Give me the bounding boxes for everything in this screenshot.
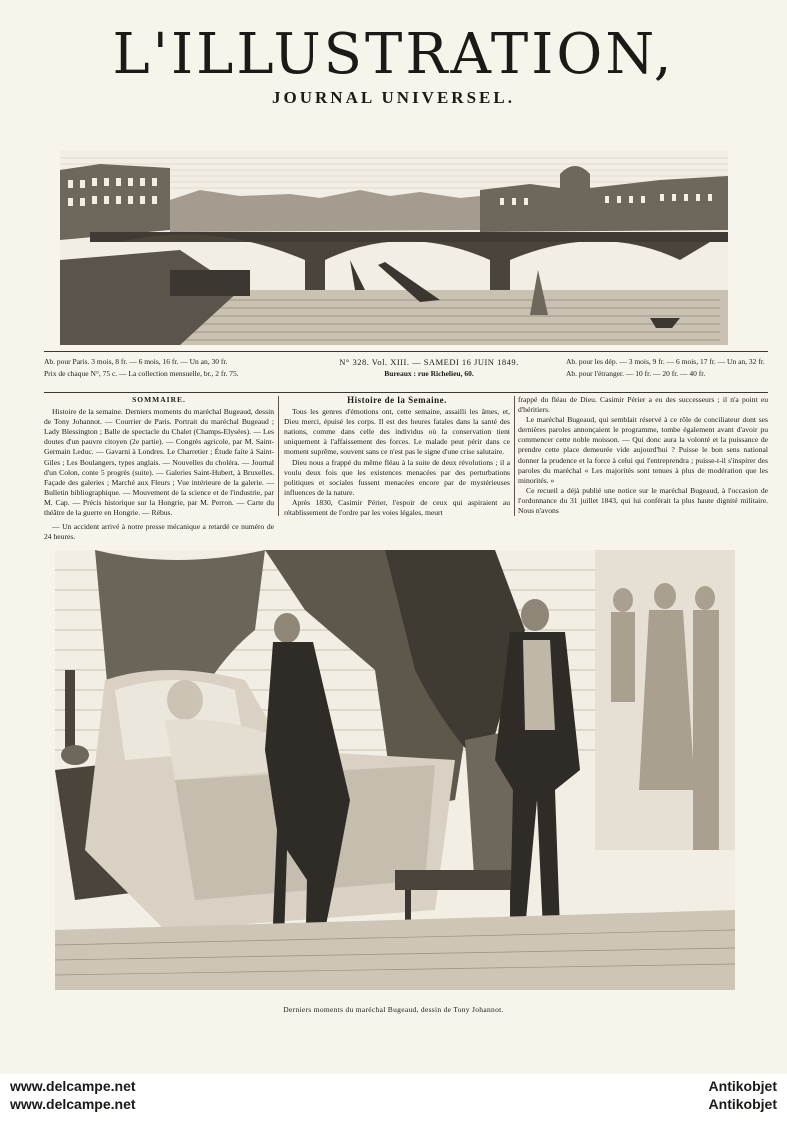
continuation-paragraph-1: frappé du fléau de Dieu. Casimir Périer a eu des successeurs ; il n'a point eu d'héritiers. — [518, 395, 768, 415]
histoire-paragraph-2: Dieu nous a frappé du même fléau à la suite de deux révolutions ; il a voulu deux fois que les existences menacées par des perturbations politiques et sociales fussent menacées encore par de mystérieuses influences de la nature. — [284, 457, 510, 497]
column-divider — [278, 396, 279, 516]
continuation-paragraph-3: Ce recueil a déjà publié une notice sur le maréchal Bugeaud, à l'occasion de l'ordonnance du 31 juillet 1843, qui lui conférait la plus haute dignité militaire. Nous n'avons — [518, 485, 768, 516]
bureau-address: Bureaux : rue Richelieu, 60. — [384, 369, 474, 378]
histoire-column — [284, 395, 510, 518]
departement-subscription-info — [566, 356, 768, 380]
issue-number-block — [314, 356, 544, 380]
deathbed-illustration — [55, 550, 735, 990]
sommaire-heading: SOMMAIRE. — [132, 395, 186, 404]
histoire-paragraph-3: Après 1830, Casimir Périer, l'espoir de ceux qui aspiraient au rétablissement de l'ordre par les voies légales, meurt — [284, 497, 510, 518]
press-accident-note: — Un accident arrivé à notre presse mécanique a retardé ce numéro de 24 heures. — [44, 522, 274, 542]
watermark-footer — [0, 1074, 787, 1130]
delcampe-watermark — [10, 1077, 136, 1113]
departement-rates: Ab. pour les dép. — 3 mois, 9 fr. — 6 mois, 17 fr. — Un an, 32 fr. — [566, 357, 765, 366]
seller-name: Antikobjet — [708, 1096, 777, 1112]
column-divider — [514, 396, 515, 516]
sommaire-text: Histoire de la semaine. Derniers moments du maréchal Bugeaud, dessin de Tony Johannot. — Courrier de Paris. Portrait du maréchal Bugeaud ; Lady Blessington ; Balle de spectacle du Chalet (Champs-Elysées). — Les doutes d'un pauvre citoyen (2e partie). — Congrès agricole, par M. Saint-Germain Leduc. — Gavarni à Londres. Le Charretier ; Étude faite à Saint-Giles ; Les Boulangers, types anglais. — Nouvelles du choléra. — Journal d'un Colon, conte 5 progrès (suite). — Galeries Saint-Hubert, à Bruxelles. Façade des galeries ; Marché aux Fleurs ; Vue intérieure de la galerie. — Bulletin bibliographique. — Mouvement de la science et de l'industrie, par M. Cap. — Précis historique sur la Hongrie, par M. Perron. — Carte du théâtre de la guerre en Hongrie. — Rébus. — [44, 407, 274, 518]
issue-number: N° 328. Vol. XIII. — SAMEDI 16 JUIN 1849. — [339, 357, 519, 367]
paris-rates: Ab. pour Paris. 3 mois, 8 fr. — 6 mois, 16 fr. — Un an, 30 fr. — [44, 357, 228, 366]
paris-subscription-info — [44, 356, 274, 380]
continuation-paragraph-2: Le maréchal Bugeaud, qui semblait réservé à ce rôle de conciliateur dont ses dernières paroles annonçaient le programme, tombe également avant d'avoir pu commencer cette noble moisson. — Qui donc aura la volonté et la puissance de prendre cette place demeurée vide aujourd'hui ? Puisse le bon sens national donner la prudence et la force à celui qui l'entreprendra ; puisse-t-il s'inspirer des paroles du maréchal « Les majorités sont tenues à plus de modération que les minorités. » — [518, 415, 768, 485]
illustration-caption: Derniers moments du maréchal Bugeaud, dessin de Tony Johannot. — [283, 1005, 504, 1014]
antikobjet-watermark — [709, 1077, 777, 1113]
masthead — [0, 22, 787, 108]
histoire-paragraph-1: Tous les genres d'émotions ont, cette semaine, assailli les âmes, et, Dieu merci, épuisé les corps. Il est des heures fatales dans la santé des nations, comme dans celle des individus où la conservation tient uniquement à l'affaissement des forces. Le malade peut périr dans ce moment suprême, souvent sans ce n'est pas le signe d'une crise salutaire. — [284, 407, 510, 457]
masthead-title: L'ILLUSTRATION, — [112, 22, 675, 87]
paris-bridge-engraving — [60, 150, 728, 345]
delcampe-link[interactable]: www.delcampe.net — [10, 1078, 136, 1094]
seller-name: Antikobjet — [708, 1078, 777, 1094]
issue-price: Prix de chaque N°, 75 c. — La collection mensuelle, br., 2 fr. 75. — [44, 369, 239, 378]
foreign-rates: Ab. pour l'étranger. — 10 fr. — 20 fr. — 40 fr. — [566, 369, 706, 378]
sommaire-column — [44, 395, 274, 542]
continuation-column — [518, 395, 768, 516]
delcampe-link[interactable]: www.delcampe.net — [10, 1096, 136, 1112]
masthead-subtitle: JOURNAL UNIVERSEL. — [272, 88, 515, 107]
issue-info-bar — [44, 351, 768, 393]
histoire-heading: Histoire de la Semaine. — [347, 395, 447, 405]
